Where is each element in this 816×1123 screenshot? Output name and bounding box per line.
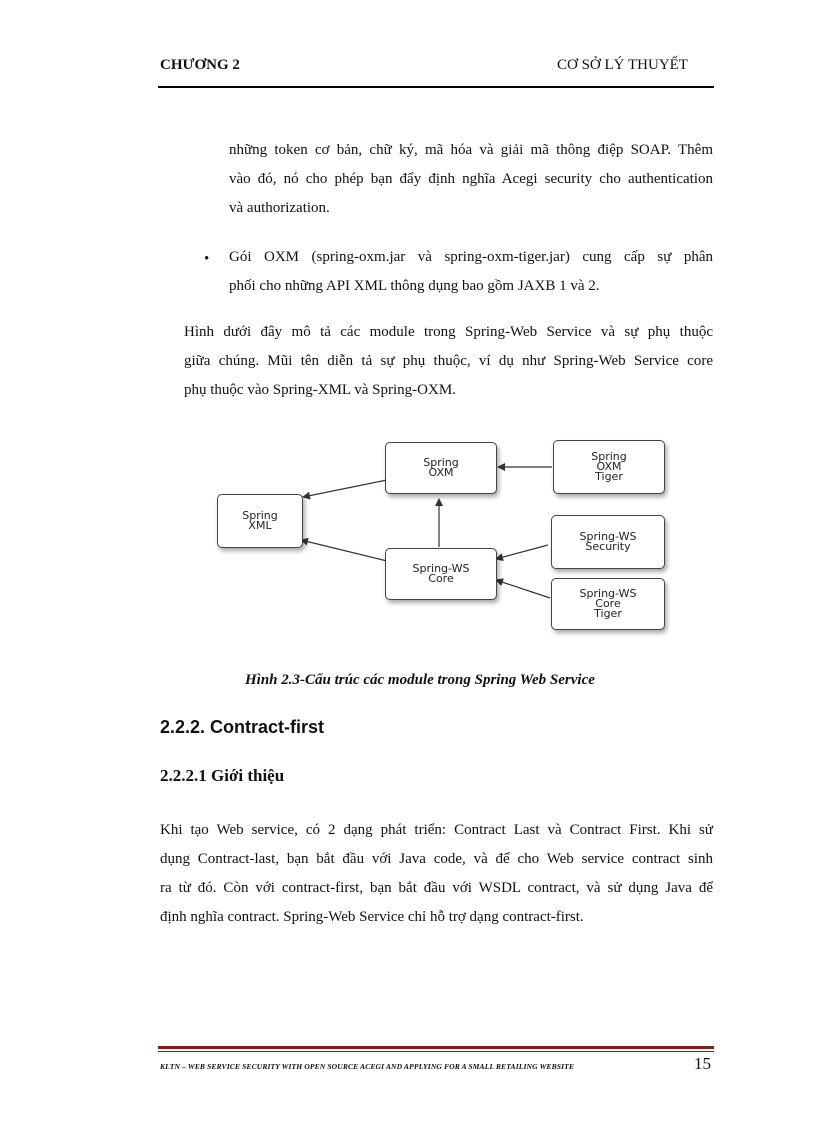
arrow-oxm-to-xml (303, 480, 387, 497)
text-line: Gói OXM (spring-oxm.jar và spring-oxm-tiger.jar) cung cấp sự phân (229, 249, 713, 265)
text-line: giữa chúng. Mũi tên diễn tả sự phụ thuộc, ví dụ như Spring-Web Service core (184, 353, 713, 369)
node-spring-oxm: Spring OXM (385, 442, 497, 494)
bullet-item-oxm (229, 243, 713, 301)
subsection-heading: 2.2.2.1 Giới thiệu (160, 766, 285, 785)
text-line: định nghĩa contract. Spring-Web Service chỉ hỗ trợ dạng contract-first. (160, 909, 584, 925)
paragraph-module-description (184, 318, 713, 405)
chapter-label: CHƯƠNG 2 (160, 57, 240, 73)
text-line: ra từ đó. Còn với contract-first, bạn bắt đầu với WSDL contract, và sử dụng Java để (160, 880, 713, 896)
text-line: Hình dưới đây mô tả các module trong Spring-Web Service và sự phụ thuộc (184, 324, 713, 340)
bullet-marker: • (204, 251, 210, 267)
node-spring-oxm-tiger: Spring OXM Tiger (553, 440, 665, 494)
arrow-coretiger-to-core (496, 580, 550, 598)
node-spring-xml: Spring XML (217, 494, 303, 548)
text-line: Khi tạo Web service, có 2 dạng phát triển: Contract Last và Contract First. Khi sử (160, 822, 713, 838)
figure-caption: Hình 2.3-Cấu trúc các module trong Spring Web Service (245, 672, 595, 688)
footer-text: KLTN – WEB SERVICE SECURITY WITH OPEN SOURCE ACEGI AND APPLYING FOR A SMALL RETAILING WEBSITE (160, 1062, 575, 1071)
section-heading: 2.2.2. Contract-first (160, 717, 325, 737)
node-spring-ws-security: Spring-WS Security (551, 515, 665, 569)
text-line: vào đó, nó cho phép bạn đẩy định nghĩa Acegi security cho authentication (229, 171, 713, 187)
module-diagram (205, 437, 675, 632)
footer-rule-thick (158, 1046, 714, 1049)
text-line: dụng Contract-last, bạn bắt đầu với Java code, và để cho Web service contract sinh (160, 851, 713, 867)
paragraph-intro-continuation (229, 136, 713, 223)
arrow-core-to-xml (301, 540, 387, 561)
arrow-security-to-core (496, 545, 548, 559)
text-line: và authorization. (229, 200, 330, 216)
chapter-title: CƠ SỞ LÝ THUYẾT (557, 57, 688, 73)
text-line: phụ thuộc vào Spring-XML và Spring-OXM. (184, 382, 456, 398)
paragraph-contract-first (160, 816, 713, 932)
text-line: phối cho những API XML thông dụng bao gồm JAXB 1 và 2. (229, 278, 600, 294)
node-spring-ws-core-tiger: Spring-WS Core Tiger (551, 578, 665, 630)
node-spring-ws-core: Spring-WS Core (385, 548, 497, 600)
header-rule (158, 86, 714, 88)
page-number: 15 (694, 1054, 711, 1073)
footer-rule-thin (158, 1051, 714, 1052)
text-line: những token cơ bản, chữ ký, mã hóa và giải mã thông điệp SOAP. Thêm (229, 142, 713, 158)
